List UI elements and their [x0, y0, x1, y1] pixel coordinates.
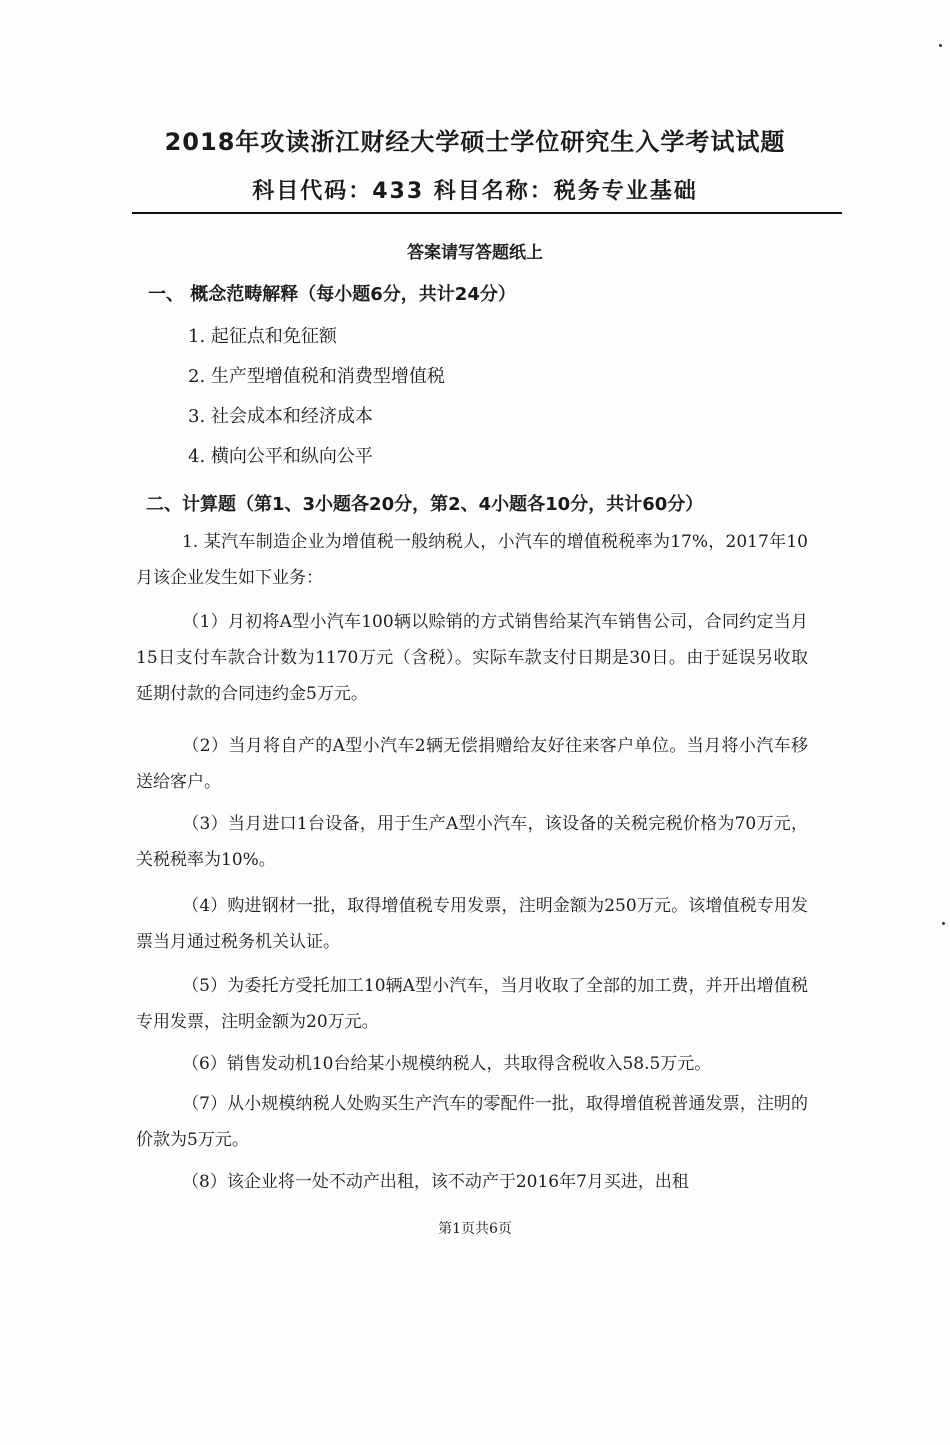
question-1-intro [136, 524, 808, 596]
question-1-item-1 [136, 604, 808, 712]
question-1-item-7 [136, 1086, 808, 1158]
question-1-item-6-text: （6）销售发动机10台给某小规模纳税人，共取得含税收入58.5万元。 [182, 1054, 712, 1074]
question-1-item-2-text: （2）当月将自产的A型小汽车2辆无偿捐赠给友好往来客户单位。当月将小汽车移送给客户。 [136, 736, 808, 792]
question-1-item-5-text: （5）为委托方受托加工10辆A型小汽车，当月收取了全部的加工费，并开出增值税专用发票，注明金额为20万元。 [136, 976, 808, 1032]
section-1-item-4: 4. 横向公平和纵向公平 [188, 446, 373, 467]
section-1-item-1: 1. 起征点和免征额 [188, 326, 337, 347]
question-1-item-1-text: （1）月初将A型小汽车100辆以赊销的方式销售给某汽车销售公司，合同约定当月15日支付车款合计数为1170万元（含税）。实际车款支付日期是30日。由于延误另收取延期付款的合同违约金5万元。 [136, 612, 808, 704]
question-1-item-7-text: （7）从小规模纳税人处购买生产汽车的零配件一批，取得增值税普通发票，注明的价款为5万元。 [136, 1094, 808, 1150]
header-divider [132, 212, 842, 214]
answer-note: 答案请写答题纸上 [407, 243, 543, 263]
page-number: 第1页共6页 [438, 1221, 512, 1237]
question-1-item-2 [136, 728, 808, 800]
question-1-item-8-text: （8）该企业将一处不动产出租，该不动产于2016年7月买进，出租 [182, 1172, 689, 1192]
question-1-item-4-text: （4）购进钢材一批，取得增值税专用发票，注明金额为250万元。该增值税专用发票当月通过税务机关认证。 [136, 896, 808, 952]
question-1-item-5 [136, 968, 808, 1040]
scan-speck [939, 44, 942, 47]
question-1-item-3 [136, 806, 808, 878]
page-title: 2018年攻读浙江财经大学硕士学位研究生入学考试试题 [164, 128, 786, 156]
section-2-heading: 二、计算题（第1、3小题各20分，第2、4小题各10分，共计60分） [146, 494, 704, 515]
question-1-item-8 [136, 1164, 808, 1200]
question-1-item-6 [136, 1046, 808, 1082]
question-1-intro-text: 1. 某汽车制造企业为增值税一般纳税人，小汽车的增值税税率为17%，2017年10月该企业发生如下业务： [136, 532, 808, 588]
subject-line: 科目代码：433 科目名称：税务专业基础 [252, 179, 698, 204]
scan-speck [942, 922, 945, 925]
question-1-item-4 [136, 888, 808, 960]
question-1-item-3-text: （3）当月进口1台设备，用于生产A型小汽车，该设备的关税完税价格为70万元，关税税率为10%。 [136, 814, 808, 870]
section-1-heading: 一、 概念范畴解释（每小题6分，共计24分） [148, 284, 516, 305]
section-1-item-2: 2. 生产型增值税和消费型增值税 [188, 366, 445, 387]
section-1-item-3: 3. 社会成本和经济成本 [188, 406, 373, 427]
